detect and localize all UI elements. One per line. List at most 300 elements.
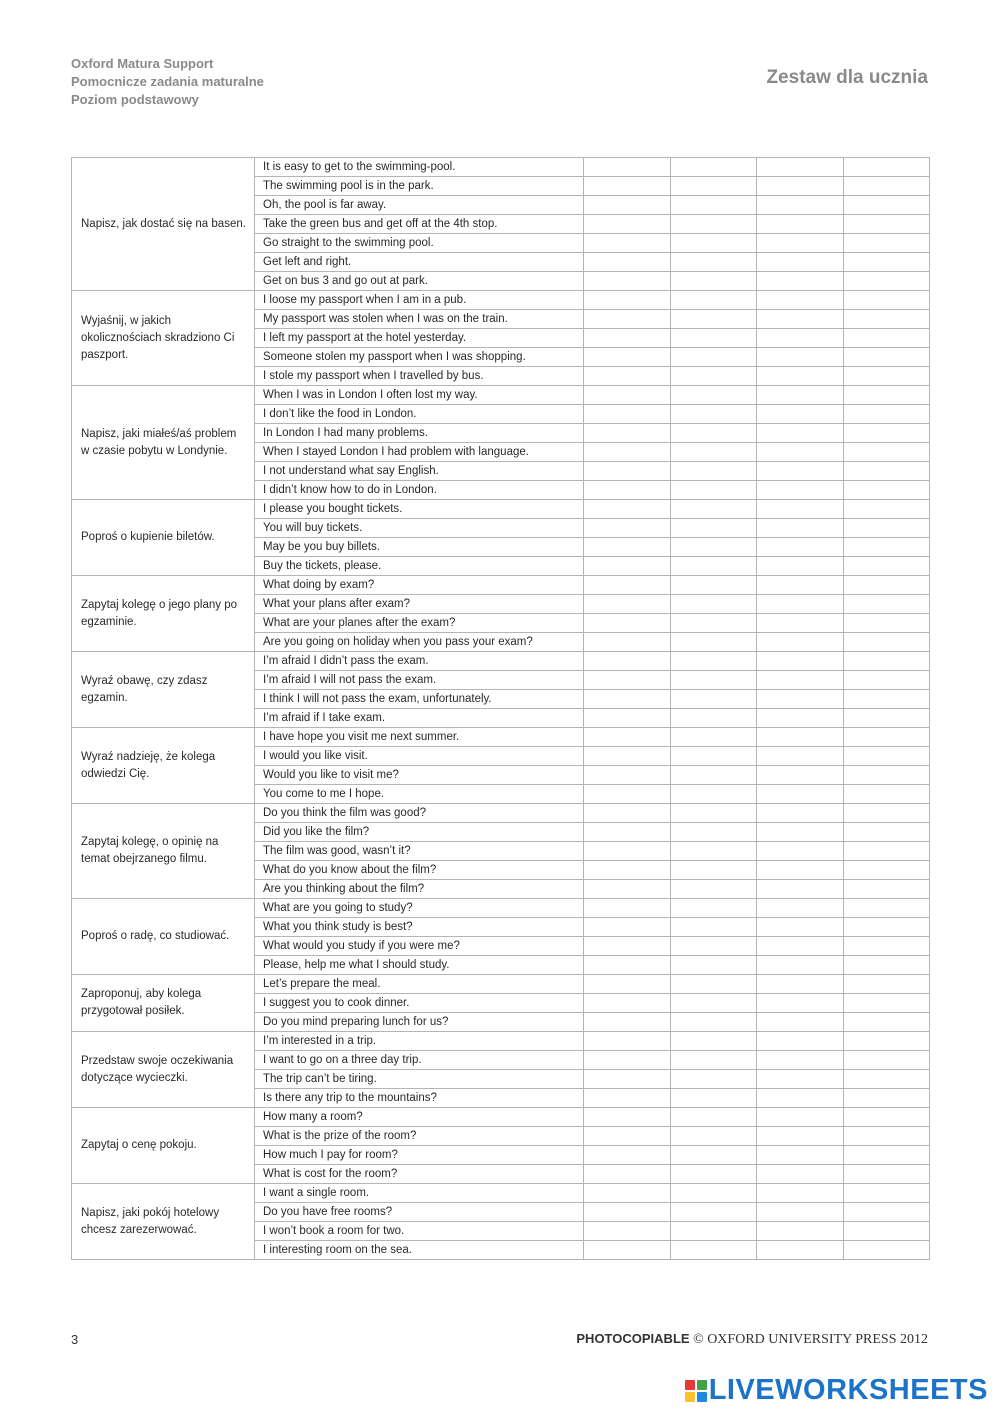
- answer-cell[interactable]: [843, 1241, 930, 1260]
- answer-cell[interactable]: [757, 1108, 844, 1127]
- answer-cell[interactable]: [757, 918, 844, 937]
- answer-cell[interactable]: [757, 576, 844, 595]
- answer-cell[interactable]: [670, 899, 757, 918]
- answer-cell[interactable]: [584, 481, 671, 500]
- answer-cell[interactable]: [757, 652, 844, 671]
- answer-cell[interactable]: [584, 443, 671, 462]
- answer-cell[interactable]: [584, 614, 671, 633]
- answer-cell[interactable]: [757, 158, 844, 177]
- sentence-option: I please you bought tickets.: [255, 500, 584, 519]
- answer-cell[interactable]: [843, 614, 930, 633]
- answer-cell[interactable]: [584, 804, 671, 823]
- answer-cell[interactable]: [843, 595, 930, 614]
- sentence-option: Are you going on holiday when you pass your exam?: [255, 633, 584, 652]
- answer-cell[interactable]: [757, 538, 844, 557]
- answer-cell[interactable]: [670, 1032, 757, 1051]
- answer-cell[interactable]: [843, 937, 930, 956]
- task-instruction: Wyjaśnij, w jakich okolicznościach skradziono Ci paszport.: [72, 291, 255, 386]
- answer-cell[interactable]: [843, 804, 930, 823]
- answer-cell[interactable]: [757, 728, 844, 747]
- answer-cell[interactable]: [843, 823, 930, 842]
- answer-cell[interactable]: [584, 975, 671, 994]
- answer-cell[interactable]: [843, 766, 930, 785]
- answer-cell[interactable]: [670, 880, 757, 899]
- sentence-option: Is there any trip to the mountains?: [255, 1089, 584, 1108]
- answer-cell[interactable]: [843, 728, 930, 747]
- document-title: Zestaw dla ucznia: [766, 67, 928, 88]
- task-instruction: Wyraź nadzieję, że kolega odwiedzi Cię.: [72, 728, 255, 804]
- answer-cell[interactable]: [843, 234, 930, 253]
- sentence-option: I’m interested in a trip.: [255, 1032, 584, 1051]
- answer-cell[interactable]: [584, 538, 671, 557]
- answer-cell[interactable]: [670, 1051, 757, 1070]
- sentence-option: It is easy to get to the swimming-pool.: [255, 158, 584, 177]
- table-row: [72, 804, 930, 823]
- answer-cell[interactable]: [757, 633, 844, 652]
- answer-cell[interactable]: [843, 329, 930, 348]
- task-instruction: Wyraź obawę, czy zdasz egzamin.: [72, 652, 255, 728]
- answer-cell[interactable]: [843, 747, 930, 766]
- copyright-notice: [576, 1331, 928, 1348]
- answer-cell[interactable]: [584, 367, 671, 386]
- header-left: [71, 55, 264, 109]
- answer-cell[interactable]: [670, 842, 757, 861]
- answer-cell[interactable]: [670, 1089, 757, 1108]
- answer-cell[interactable]: [757, 462, 844, 481]
- answer-cell[interactable]: [757, 709, 844, 728]
- answer-cell[interactable]: [584, 652, 671, 671]
- answer-cell[interactable]: [670, 1165, 757, 1184]
- answer-cell[interactable]: [670, 196, 757, 215]
- series-title: Oxford Matura Support: [71, 56, 214, 71]
- table-row: [72, 500, 930, 519]
- table-row: [72, 1184, 930, 1203]
- answer-cell[interactable]: [757, 861, 844, 880]
- answer-cell[interactable]: [670, 462, 757, 481]
- answer-cell[interactable]: [843, 367, 930, 386]
- sentence-option: What is the prize of the room?: [255, 1127, 584, 1146]
- answer-cell[interactable]: [757, 519, 844, 538]
- answer-cell[interactable]: [757, 557, 844, 576]
- answer-cell[interactable]: [843, 918, 930, 937]
- sentence-option: In London I had many problems.: [255, 424, 584, 443]
- answer-cell[interactable]: [584, 215, 671, 234]
- sentence-option: I have hope you visit me next summer.: [255, 728, 584, 747]
- sentence-option: Do you mind preparing lunch for us?: [255, 1013, 584, 1032]
- answer-cell[interactable]: [584, 576, 671, 595]
- answer-cell[interactable]: [843, 1222, 930, 1241]
- answer-cell[interactable]: [757, 1070, 844, 1089]
- answer-cell[interactable]: [670, 747, 757, 766]
- answer-cell[interactable]: [843, 1184, 930, 1203]
- answer-cell[interactable]: [670, 1184, 757, 1203]
- answer-cell[interactable]: [670, 1108, 757, 1127]
- answer-cell[interactable]: [584, 1146, 671, 1165]
- answer-cell[interactable]: [670, 348, 757, 367]
- answer-cell[interactable]: [843, 1203, 930, 1222]
- answer-cell[interactable]: [757, 804, 844, 823]
- answer-cell[interactable]: [670, 652, 757, 671]
- answer-cell[interactable]: [584, 937, 671, 956]
- answer-cell[interactable]: [757, 310, 844, 329]
- answer-cell[interactable]: [757, 899, 844, 918]
- answer-cell[interactable]: [757, 424, 844, 443]
- answer-cell[interactable]: [757, 937, 844, 956]
- table-row: [72, 899, 930, 918]
- answer-cell[interactable]: [843, 861, 930, 880]
- answer-cell[interactable]: [843, 899, 930, 918]
- sentence-option: I loose my passport when I am in a pub.: [255, 291, 584, 310]
- answer-cell[interactable]: [584, 633, 671, 652]
- answer-cell[interactable]: [757, 272, 844, 291]
- sentence-option: Go straight to the swimming pool.: [255, 234, 584, 253]
- answer-cell[interactable]: [757, 348, 844, 367]
- answer-cell[interactable]: [670, 557, 757, 576]
- answer-cell[interactable]: [843, 348, 930, 367]
- page-number: 3: [71, 1332, 79, 1347]
- sentence-option: What your plans after exam?: [255, 595, 584, 614]
- answer-cell[interactable]: [584, 1241, 671, 1260]
- answer-cell[interactable]: [757, 1089, 844, 1108]
- answer-cell[interactable]: [757, 1032, 844, 1051]
- answer-cell[interactable]: [670, 253, 757, 272]
- level-label: Poziom podstawowy: [71, 92, 199, 107]
- answer-cell[interactable]: [584, 557, 671, 576]
- answer-cell[interactable]: [670, 424, 757, 443]
- answer-cell[interactable]: [757, 1013, 844, 1032]
- answer-cell[interactable]: [757, 842, 844, 861]
- answer-cell[interactable]: [757, 1203, 844, 1222]
- answer-cell[interactable]: [757, 823, 844, 842]
- answer-cell[interactable]: [670, 500, 757, 519]
- sentence-option: The trip can’t be tiring.: [255, 1070, 584, 1089]
- sentence-option: How much I pay for room?: [255, 1146, 584, 1165]
- answer-cell[interactable]: [670, 595, 757, 614]
- answer-cell[interactable]: [670, 994, 757, 1013]
- sentence-option: Let’s prepare the meal.: [255, 975, 584, 994]
- answer-cell[interactable]: [584, 880, 671, 899]
- answer-cell[interactable]: [670, 177, 757, 196]
- answer-cell[interactable]: [843, 994, 930, 1013]
- answer-cell[interactable]: [670, 785, 757, 804]
- answer-cell[interactable]: [584, 1127, 671, 1146]
- answer-cell[interactable]: [757, 747, 844, 766]
- answer-cell[interactable]: [670, 937, 757, 956]
- answer-cell[interactable]: [584, 348, 671, 367]
- answer-cell[interactable]: [843, 652, 930, 671]
- answer-cell[interactable]: [670, 1070, 757, 1089]
- answer-cell[interactable]: [584, 196, 671, 215]
- answer-cell[interactable]: [584, 861, 671, 880]
- sentence-option: When I stayed London I had problem with language.: [255, 443, 584, 462]
- answer-cell[interactable]: [757, 690, 844, 709]
- answer-cell[interactable]: [584, 462, 671, 481]
- answer-cell[interactable]: [584, 595, 671, 614]
- sentence-option: I would you like visit.: [255, 747, 584, 766]
- answer-cell[interactable]: [670, 215, 757, 234]
- answer-cell[interactable]: [670, 405, 757, 424]
- sentence-option: I stole my passport when I travelled by bus.: [255, 367, 584, 386]
- answer-cell[interactable]: [670, 310, 757, 329]
- table-row: [72, 158, 930, 177]
- answer-cell[interactable]: [670, 709, 757, 728]
- sentence-option: I’m afraid if I take exam.: [255, 709, 584, 728]
- answer-cell[interactable]: [670, 519, 757, 538]
- sentence-option: What do you know about the film?: [255, 861, 584, 880]
- answer-cell[interactable]: [757, 595, 844, 614]
- answer-cell[interactable]: [584, 253, 671, 272]
- answer-cell[interactable]: [843, 633, 930, 652]
- answer-cell[interactable]: [584, 728, 671, 747]
- answer-cell[interactable]: [670, 633, 757, 652]
- answer-cell[interactable]: [670, 272, 757, 291]
- answer-cell[interactable]: [757, 1146, 844, 1165]
- answer-cell[interactable]: [584, 1013, 671, 1032]
- answer-cell[interactable]: [757, 614, 844, 633]
- answer-cell[interactable]: [843, 386, 930, 405]
- answer-cell[interactable]: [843, 272, 930, 291]
- answer-cell[interactable]: [584, 1070, 671, 1089]
- table-row: [72, 975, 930, 994]
- answer-cell[interactable]: [843, 690, 930, 709]
- answer-cell[interactable]: [757, 215, 844, 234]
- answer-cell[interactable]: [843, 1108, 930, 1127]
- answer-cell[interactable]: [670, 367, 757, 386]
- answer-cell[interactable]: [843, 1146, 930, 1165]
- answer-cell[interactable]: [757, 405, 844, 424]
- answer-cell[interactable]: [670, 956, 757, 975]
- answer-cell[interactable]: [584, 823, 671, 842]
- sentence-option: Get left and right.: [255, 253, 584, 272]
- answer-cell[interactable]: [670, 1013, 757, 1032]
- answer-cell[interactable]: [670, 1222, 757, 1241]
- answer-cell[interactable]: [843, 1165, 930, 1184]
- answer-cell[interactable]: [757, 443, 844, 462]
- answer-cell[interactable]: [584, 1051, 671, 1070]
- sentence-option: I not understand what say English.: [255, 462, 584, 481]
- answer-cell[interactable]: [670, 443, 757, 462]
- answer-cell[interactable]: [584, 994, 671, 1013]
- answer-cell[interactable]: [757, 1127, 844, 1146]
- answer-cell[interactable]: [843, 405, 930, 424]
- answer-cell[interactable]: [670, 1127, 757, 1146]
- answer-cell[interactable]: [757, 1241, 844, 1260]
- answer-cell[interactable]: [584, 177, 671, 196]
- sentence-option: What you think study is best?: [255, 918, 584, 937]
- answer-cell[interactable]: [843, 481, 930, 500]
- task-instruction: Poproś o kupienie biletów.: [72, 500, 255, 576]
- answer-cell[interactable]: [757, 785, 844, 804]
- answer-cell[interactable]: [584, 158, 671, 177]
- answer-cell[interactable]: [757, 253, 844, 272]
- task-instruction: Napisz, jaki miałeś/aś problem w czasie pobytu w Londynie.: [72, 386, 255, 500]
- answer-cell[interactable]: [584, 899, 671, 918]
- answer-cell[interactable]: [670, 291, 757, 310]
- answer-cell[interactable]: [843, 709, 930, 728]
- answer-cell[interactable]: [843, 253, 930, 272]
- task-instruction: Zapytaj kolegę, o opinię na temat obejrzanego filmu.: [72, 804, 255, 899]
- sentence-option: Someone stolen my passport when I was shopping.: [255, 348, 584, 367]
- answer-cell[interactable]: [757, 880, 844, 899]
- answer-cell[interactable]: [584, 1089, 671, 1108]
- sentence-option: What are your planes after the exam?: [255, 614, 584, 633]
- answer-cell[interactable]: [757, 234, 844, 253]
- sentence-option: You come to me I hope.: [255, 785, 584, 804]
- answer-cell[interactable]: [843, 1127, 930, 1146]
- sentence-option: I won’t book a room for two.: [255, 1222, 584, 1241]
- answer-cell[interactable]: [843, 443, 930, 462]
- answer-cell[interactable]: [757, 1165, 844, 1184]
- answer-cell[interactable]: [670, 728, 757, 747]
- sentence-option: What are you going to study?: [255, 899, 584, 918]
- answer-cell[interactable]: [757, 386, 844, 405]
- answer-cell[interactable]: [843, 671, 930, 690]
- answer-cell[interactable]: [757, 481, 844, 500]
- answer-cell[interactable]: [843, 956, 930, 975]
- answer-cell[interactable]: [584, 424, 671, 443]
- answer-cell[interactable]: [584, 956, 671, 975]
- answer-cell[interactable]: [670, 158, 757, 177]
- answer-cell[interactable]: [584, 272, 671, 291]
- sentence-option: Do you think the film was good?: [255, 804, 584, 823]
- answer-cell[interactable]: [843, 177, 930, 196]
- answer-cell[interactable]: [757, 367, 844, 386]
- table-row: [72, 728, 930, 747]
- answer-cell[interactable]: [584, 234, 671, 253]
- answer-cell[interactable]: [757, 1051, 844, 1070]
- answer-cell[interactable]: [670, 614, 757, 633]
- sentence-option: Take the green bus and get off at the 4th stop.: [255, 215, 584, 234]
- answer-cell[interactable]: [584, 842, 671, 861]
- answer-cell[interactable]: [670, 804, 757, 823]
- answer-cell[interactable]: [843, 1070, 930, 1089]
- answer-cell[interactable]: [843, 785, 930, 804]
- sentence-option: Are you thinking about the film?: [255, 880, 584, 899]
- answer-cell[interactable]: [757, 291, 844, 310]
- answer-cell[interactable]: [843, 500, 930, 519]
- answer-cell[interactable]: [670, 1241, 757, 1260]
- answer-cell[interactable]: [670, 861, 757, 880]
- answer-cell[interactable]: [843, 196, 930, 215]
- answer-cell[interactable]: [584, 519, 671, 538]
- table-row: [72, 291, 930, 310]
- answer-cell[interactable]: [584, 671, 671, 690]
- sentence-option: I want a single room.: [255, 1184, 584, 1203]
- answer-cell[interactable]: [584, 1032, 671, 1051]
- sentence-option: When I was in London I often lost my way.: [255, 386, 584, 405]
- answer-cell[interactable]: [670, 576, 757, 595]
- answer-cell[interactable]: [584, 1108, 671, 1127]
- sentence-option: Do you have free rooms?: [255, 1203, 584, 1222]
- answer-cell[interactable]: [843, 538, 930, 557]
- answer-cell[interactable]: [670, 918, 757, 937]
- sentence-option: What doing by exam?: [255, 576, 584, 595]
- answer-cell[interactable]: [584, 1165, 671, 1184]
- task-instruction: Napisz, jaki pokój hotelowy chcesz zarezerwować.: [72, 1184, 255, 1260]
- answer-cell[interactable]: [843, 1051, 930, 1070]
- answer-cell[interactable]: [670, 538, 757, 557]
- answer-cell[interactable]: [843, 519, 930, 538]
- answer-cell[interactable]: [670, 1203, 757, 1222]
- answer-cell[interactable]: [757, 994, 844, 1013]
- answer-cell[interactable]: [584, 329, 671, 348]
- answer-cell[interactable]: [670, 329, 757, 348]
- answer-cell[interactable]: [670, 386, 757, 405]
- answer-cell[interactable]: [843, 1013, 930, 1032]
- answer-cell[interactable]: [670, 975, 757, 994]
- answer-cell[interactable]: [843, 576, 930, 595]
- answer-cell[interactable]: [670, 766, 757, 785]
- answer-cell[interactable]: [843, 975, 930, 994]
- answer-cell[interactable]: [584, 405, 671, 424]
- answer-cell[interactable]: [584, 785, 671, 804]
- answer-cell[interactable]: [757, 975, 844, 994]
- task-instruction: Zapytaj o cenę pokoju.: [72, 1108, 255, 1184]
- sentence-option: I don’t like the food in London.: [255, 405, 584, 424]
- answer-cell[interactable]: [670, 823, 757, 842]
- answer-cell[interactable]: [757, 177, 844, 196]
- answer-cell[interactable]: [584, 500, 671, 519]
- answer-cell[interactable]: [584, 766, 671, 785]
- answer-cell[interactable]: [584, 709, 671, 728]
- answer-cell[interactable]: [584, 310, 671, 329]
- answer-cell[interactable]: [670, 671, 757, 690]
- answer-cell[interactable]: [757, 329, 844, 348]
- answer-cell[interactable]: [843, 842, 930, 861]
- answer-cell[interactable]: [757, 1184, 844, 1203]
- copyright-text: © OXFORD UNIVERSITY PRESS 2012: [693, 1332, 928, 1347]
- answer-cell[interactable]: [757, 1222, 844, 1241]
- answer-cell[interactable]: [584, 690, 671, 709]
- answer-cell[interactable]: [584, 1222, 671, 1241]
- answer-cell[interactable]: [843, 291, 930, 310]
- sentence-option: The film was good, wasn’t it?: [255, 842, 584, 861]
- sentence-option: I suggest you to cook dinner.: [255, 994, 584, 1013]
- answer-cell[interactable]: [584, 291, 671, 310]
- sentence-option: What would you study if you were me?: [255, 937, 584, 956]
- sentence-option: May be you buy billets.: [255, 538, 584, 557]
- answer-cell[interactable]: [843, 1032, 930, 1051]
- answer-cell[interactable]: [584, 918, 671, 937]
- answer-cell[interactable]: [584, 386, 671, 405]
- answer-cell[interactable]: [843, 215, 930, 234]
- answer-cell[interactable]: [757, 500, 844, 519]
- answer-cell[interactable]: [584, 1203, 671, 1222]
- answer-cell[interactable]: [757, 956, 844, 975]
- task-instruction: Poproś o radę, co studiować.: [72, 899, 255, 975]
- answer-cell[interactable]: [843, 424, 930, 443]
- answer-cell[interactable]: [843, 880, 930, 899]
- task-instruction: Przedstaw swoje oczekiwania dotyczące wycieczki.: [72, 1032, 255, 1108]
- answer-cell[interactable]: [670, 481, 757, 500]
- answer-cell[interactable]: [843, 1089, 930, 1108]
- answer-cell[interactable]: [670, 690, 757, 709]
- answer-cell[interactable]: [843, 310, 930, 329]
- answer-cell[interactable]: [670, 1146, 757, 1165]
- answer-cell[interactable]: [843, 158, 930, 177]
- answer-cell[interactable]: [757, 671, 844, 690]
- answer-cell[interactable]: [584, 747, 671, 766]
- answer-cell[interactable]: [757, 766, 844, 785]
- answer-cell[interactable]: [843, 557, 930, 576]
- sentence-option: How many a room?: [255, 1108, 584, 1127]
- answer-cell[interactable]: [670, 234, 757, 253]
- answer-cell[interactable]: [757, 196, 844, 215]
- answer-cell[interactable]: [843, 462, 930, 481]
- answer-cell[interactable]: [584, 1184, 671, 1203]
- sentence-option: Oh, the pool is far away.: [255, 196, 584, 215]
- task-instruction: Zapytaj kolegę o jego plany po egzaminie.: [72, 576, 255, 652]
